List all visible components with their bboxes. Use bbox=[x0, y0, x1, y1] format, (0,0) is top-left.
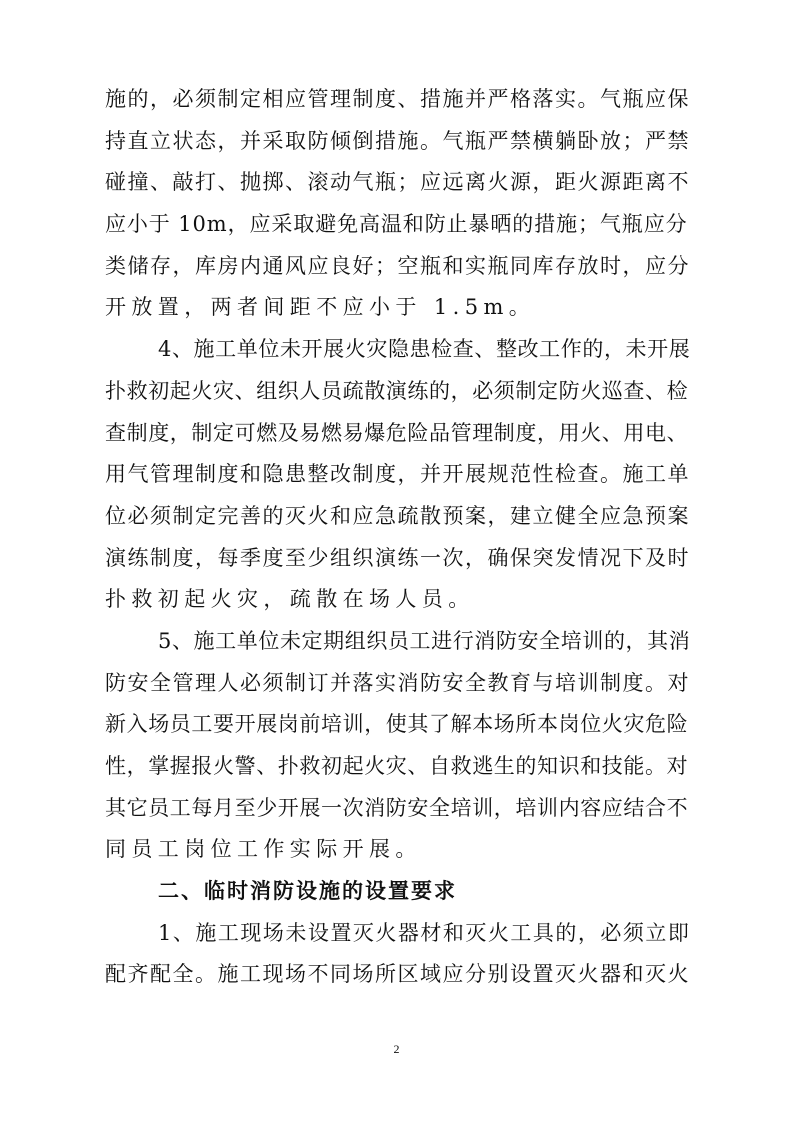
text-line: 用气管理制度和隐患整改制度，并开展规范性检查。施工单 bbox=[105, 462, 690, 487]
text-line: 碰撞、敲打、抛掷、滚动气瓶；应远离火源，距火源距离不 bbox=[105, 170, 690, 195]
text-line: 扑救初起火灾、组织人员疏散演练的，必须制定防火巡查、检 bbox=[105, 378, 689, 403]
text-line: 4、施工单位未开展火灾隐患检查、整改工作的，未开展 bbox=[158, 337, 691, 362]
document-body bbox=[105, 79, 695, 996]
text-line: 配齐配全。施工现场不同场所区域应分别设置灭火器和灭火 bbox=[105, 962, 690, 987]
text-line: 位必须制定完善的灭火和应急疏散预案，建立健全应急预案 bbox=[105, 503, 690, 528]
text-line: 类储存，库房内通风应良好；空瓶和实瓶同库存放时，应分 bbox=[105, 253, 690, 278]
page-number: 2 bbox=[393, 1042, 400, 1056]
text-line: 性，掌握报火警、扑救初起火灾、自救逃生的知识和技能。对 bbox=[105, 754, 689, 778]
text-line: 扑救初起火灾，疏散在场人员。 bbox=[105, 587, 475, 612]
text-line: 防安全管理人必须制订并落实消防安全教育与培训制度。对 bbox=[105, 670, 690, 695]
text-line: 同员工岗位工作实际开展。 bbox=[105, 837, 422, 862]
text-line: 开放置，两者间距不应小于 1.5m。 bbox=[105, 295, 536, 320]
text-line: 新入场员工要开展岗前培训，使其了解本场所本岗位火灾危险 bbox=[105, 712, 689, 737]
text-line: 其它员工每月至少开展一次消防安全培训，培训内容应结合不 bbox=[105, 795, 689, 820]
text-line: 施的，必须制定相应管理制度、措施并严格落实。气瓶应保 bbox=[105, 87, 690, 111]
text-line: 持直立状态，并采取防倾倒措施。气瓶严禁横躺卧放；严禁 bbox=[105, 128, 690, 153]
text-line: 查制度，制定可燃及易燃易爆危险品管理制度，用火、用电、 bbox=[105, 420, 689, 445]
text-line: 应小于 10m，应采取避免高温和防止暴晒的措施；气瓶应分 bbox=[105, 212, 688, 237]
text-line: 5、施工单位未定期组织员工进行消防安全培训的，其消 bbox=[158, 628, 691, 653]
text-line: 1、施工现场未设置灭火器材和灭火工具的，必须立即 bbox=[158, 920, 691, 945]
text-line: 演练制度，每季度至少组织演练一次，确保突发情况下及时 bbox=[105, 545, 690, 570]
section-heading: 二、临时消防设施的设置要求 bbox=[158, 879, 457, 904]
